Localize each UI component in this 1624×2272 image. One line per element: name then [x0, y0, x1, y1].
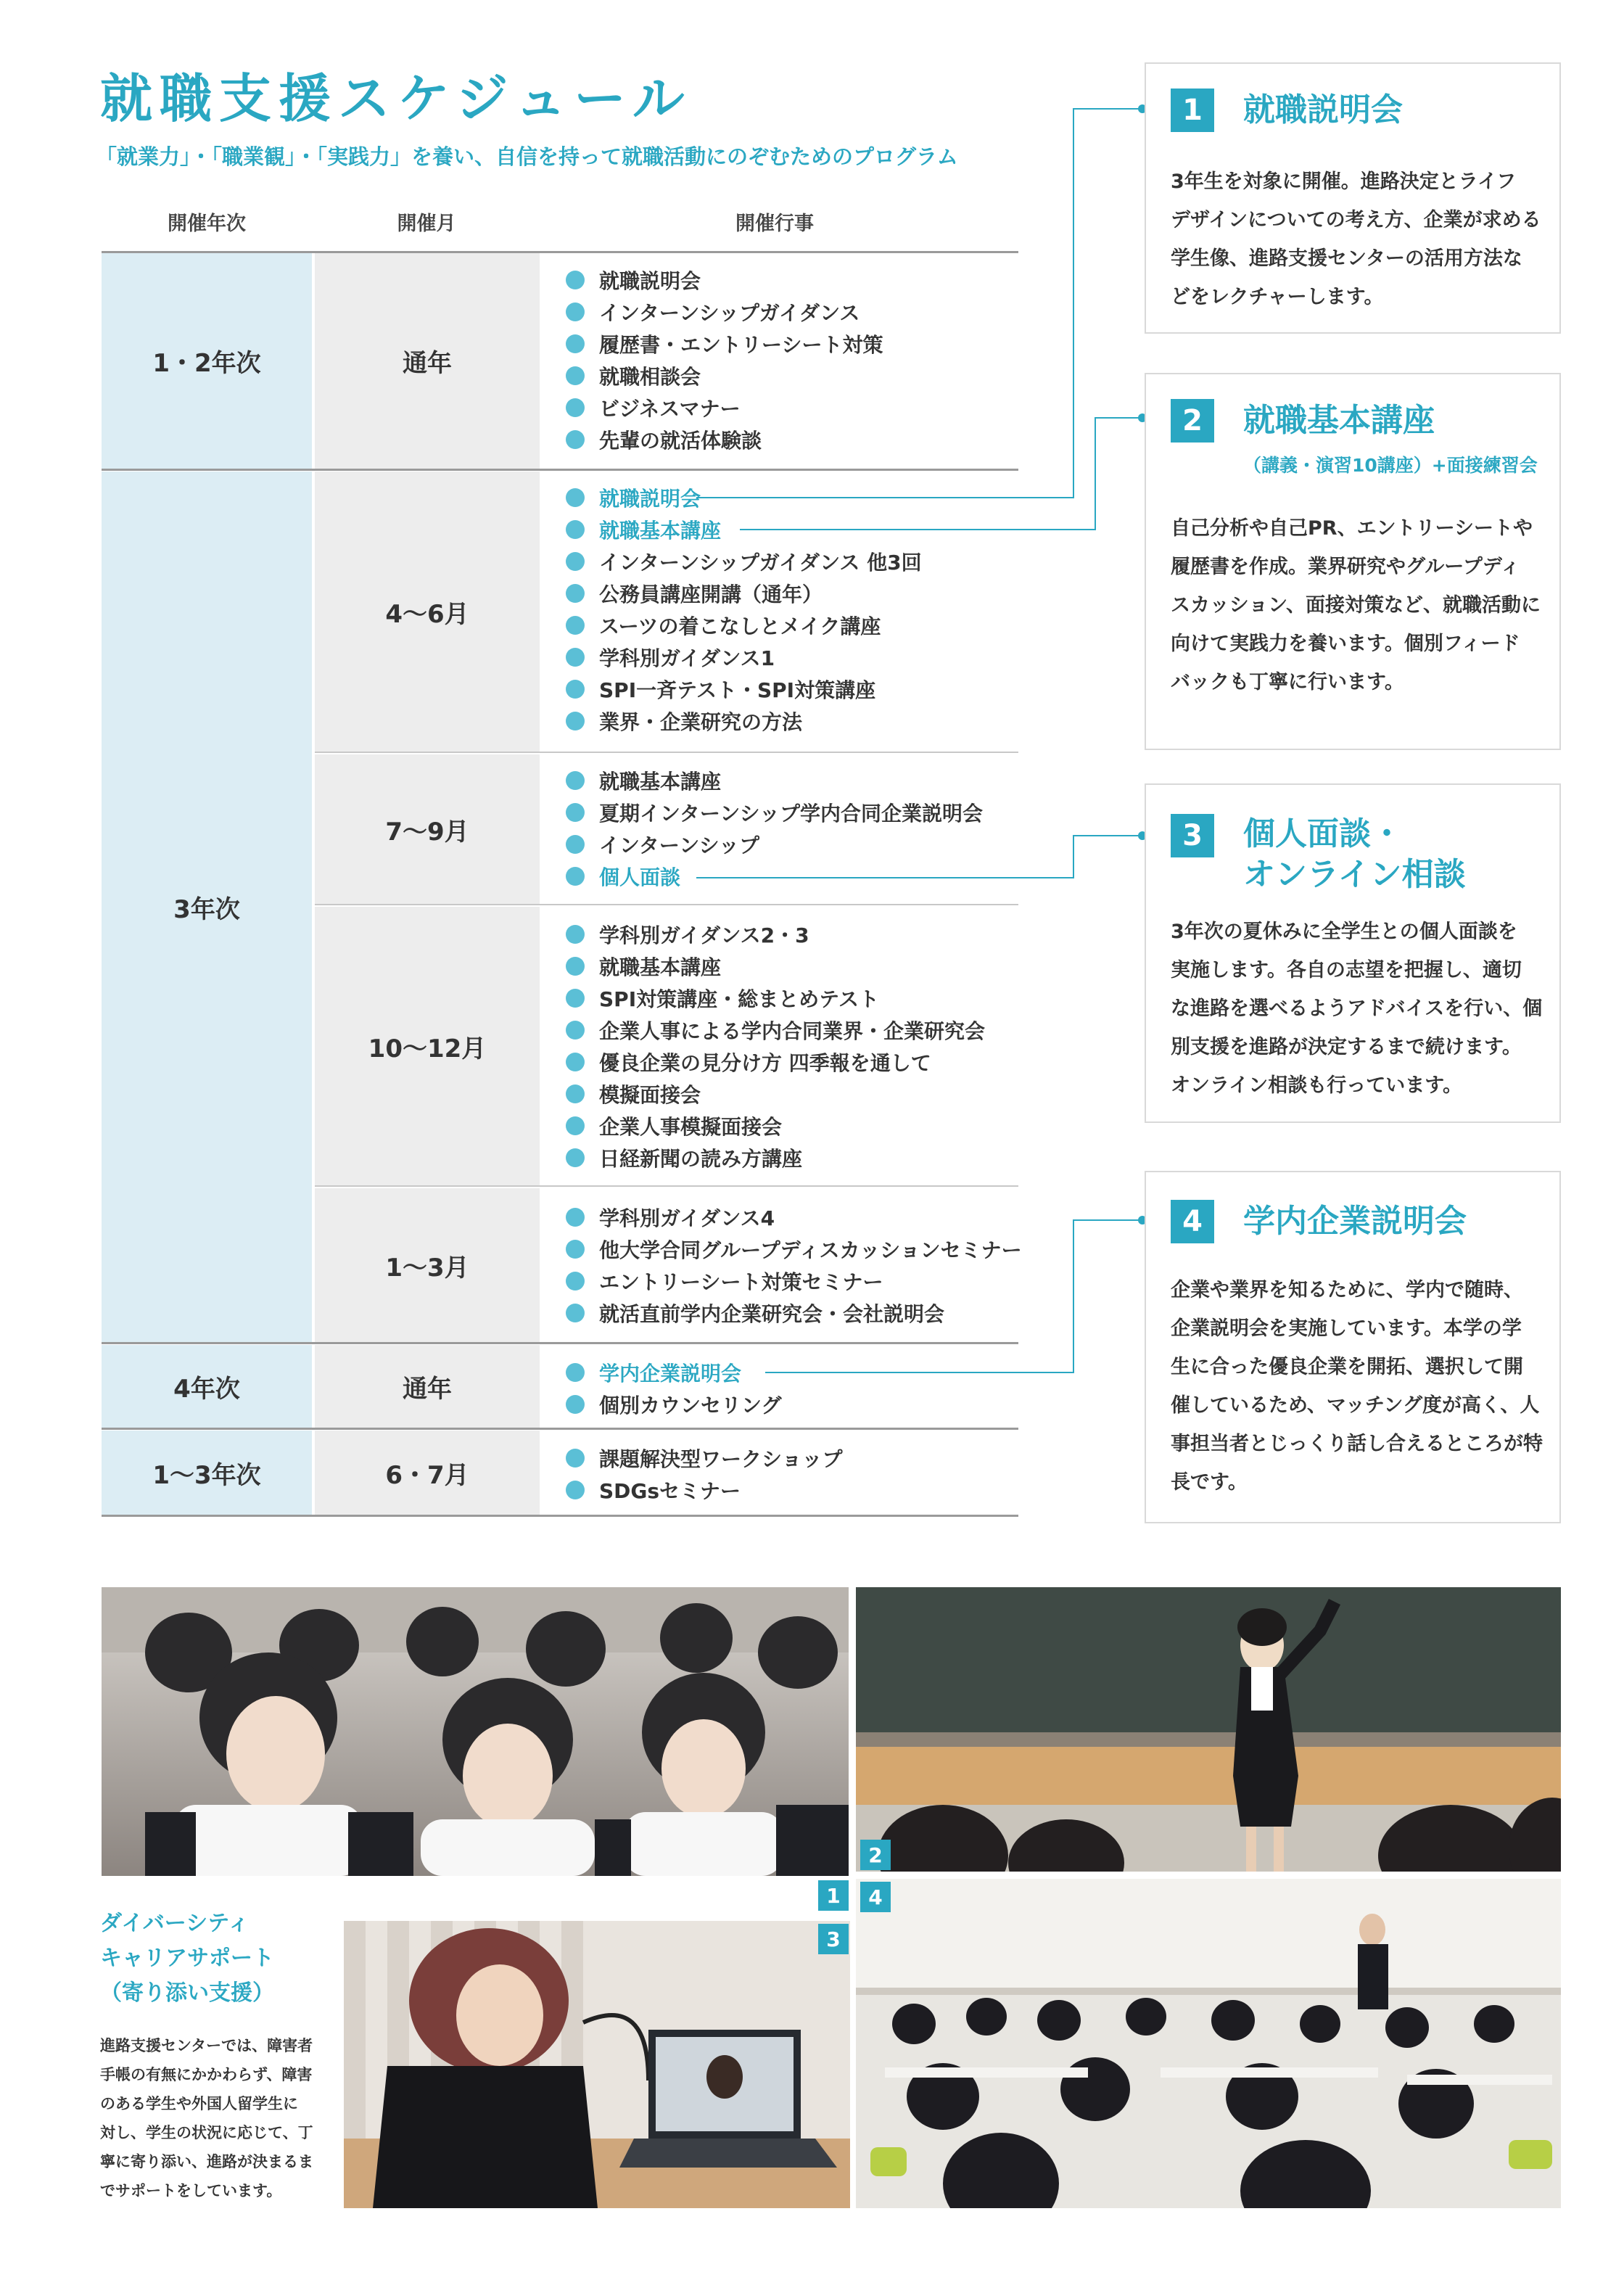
box-number: 2 [1171, 399, 1214, 443]
year-cell-4: 4年次 [102, 1345, 312, 1428]
body-line: 長です。 [1171, 1471, 1248, 1494]
event-label: スーツの着こなしとメイク講座 [599, 614, 881, 638]
connector-4 [765, 1220, 1142, 1372]
body-line: どをレクチャーします。 [1171, 286, 1384, 308]
connector-1 [696, 109, 1142, 498]
box-title: 学内企業説明会 [1243, 1203, 1467, 1240]
info-box-1 [1145, 62, 1561, 334]
page-subtitle: 「就業力」・「職業観」・「実践力」を養い、自信を持って就職活動にのぞむためのプログラム [96, 144, 958, 169]
box-title-line2: オンライン相談 [1243, 856, 1466, 893]
body-line: 3年生を対象に開催。進路決定とライフ [1171, 170, 1517, 193]
event-label: インターンシップガイダンス [599, 301, 860, 325]
event-label: 学科別ガイダンス1 [599, 646, 775, 670]
box-body [1171, 162, 1548, 316]
photo-company-presentation [856, 1879, 1561, 2208]
photo-seminar-students [102, 1587, 849, 1876]
photo-badge-1: 1 [818, 1880, 849, 1911]
event-label: インターンシップ [599, 834, 760, 857]
body-line: な進路を選べるようアドバイスを行い、個 [1171, 997, 1543, 1020]
month-cell-all-year-4: 通年 [315, 1345, 540, 1428]
month-cell-4-6: 4〜6月 [315, 472, 540, 752]
event-label: 夏期インターンシップ学内合同企業説明会 [599, 802, 984, 826]
event-label: 企業人事による学内合同業界・企業研究会 [599, 1019, 986, 1043]
event-label: 日経新聞の読み方講座 [599, 1147, 803, 1171]
box-number: 3 [1171, 814, 1214, 857]
info-box-4 [1145, 1171, 1561, 1523]
event-label: 模擬面接会 [599, 1083, 701, 1107]
event-label: 学内企業説明会 [599, 1362, 742, 1386]
event-label: 個人面談 [599, 865, 681, 889]
connector-2 [740, 418, 1142, 530]
body-line: 別支援を進路が決定するまで続けます。 [1171, 1036, 1522, 1058]
event-label: 他大学合同グループディスカッションセミナー [599, 1238, 1022, 1262]
box-title: 個人面談・ [1243, 815, 1403, 852]
event-label: インターンシップガイダンス 他3回 [599, 551, 922, 575]
info-box-2 [1145, 373, 1561, 750]
year-cell-1-3: 1〜3年次 [102, 1431, 312, 1515]
page-title: 就職支援スケジュール [100, 67, 692, 129]
body-line: デザインについての考え方、企業が求める [1171, 209, 1541, 231]
body-line: オンライン相談も行っています。 [1171, 1074, 1463, 1097]
event-label: 就職説明会 [599, 487, 701, 511]
event-label: 学科別ガイダンス4 [599, 1206, 775, 1230]
month-cell-1-3: 1〜3月 [315, 1188, 540, 1342]
body-line: 事担当者とじっくり話し合えるところが特 [1171, 1433, 1543, 1455]
info-box-3 [1145, 783, 1561, 1123]
event-label: エントリーシート対策セミナー [599, 1270, 883, 1294]
box-number: 1 [1171, 89, 1214, 132]
body-line: バックも丁寧に行います。 [1171, 671, 1404, 693]
event-label: 業界・企業研究の方法 [599, 710, 803, 734]
body-line: 実施します。各自の志望を把握し、適切 [1171, 959, 1522, 981]
event-label: 公務員講座開講（通年） [599, 583, 823, 606]
month-cell-all-year: 通年 [315, 252, 540, 469]
event-label: 課題解決型ワークショップ [599, 1447, 843, 1471]
event-label: 就職説明会 [599, 269, 701, 293]
event-label: SDGsセミナー [599, 1479, 741, 1503]
photo-badge-4: 4 [860, 1882, 891, 1912]
event-label: SPI対策講座・総まとめテスト [599, 987, 879, 1011]
body-line: 自己分析や自己PR、エントリーシートや [1171, 517, 1533, 540]
event-label: 就職基本講座 [599, 955, 722, 979]
diversity-title [100, 1906, 274, 2011]
month-cell-7-9: 7〜9月 [315, 754, 540, 904]
body-line: 向けて実践力を養います。個別フィード [1171, 633, 1520, 655]
body-line: スカッション、面接対策など、就職活動に [1171, 594, 1541, 617]
year-cell-3: 3年次 [102, 472, 312, 1342]
event-label: 履歴書・エントリーシート対策 [599, 333, 883, 357]
body-line: 履歴書を作成。業界研究やグループディ [1171, 556, 1520, 578]
event-label: 就職基本講座 [599, 519, 722, 543]
diversity-body-line: 進路支援センターでは、障害者 [100, 2037, 313, 2054]
event-label: SPI一斉テスト・SPI対策講座 [599, 678, 876, 702]
body-line: 催しているため、マッチング度が高く、人 [1171, 1394, 1540, 1417]
event-label: 企業人事模擬面接会 [599, 1115, 783, 1139]
month-cell-6-7: 6・7月 [315, 1431, 540, 1515]
header-month: 開催月 [397, 213, 456, 235]
body-line: 学生像、進路支援センターの活用方法な [1171, 247, 1522, 270]
header-year: 開催年次 [168, 213, 246, 235]
body-line: 企業や業界を知るために、学内で随時、 [1171, 1279, 1523, 1301]
box-number: 4 [1171, 1200, 1214, 1243]
header-events: 開催行事 [735, 213, 814, 235]
event-label: 先輩の就活体験談 [599, 429, 762, 453]
month-cell-10-12: 10〜12月 [315, 907, 540, 1185]
event-label: 就活直前学内企業研究会・会社説明会 [599, 1302, 945, 1326]
diversity-body-line: 手帳の有無にかかわらず、障害 [100, 2066, 313, 2083]
box-title: 就職基本講座 [1243, 402, 1435, 439]
event-label: 就職基本講座 [599, 770, 722, 794]
connector-3 [696, 836, 1142, 878]
event-label: 就職相談会 [599, 365, 701, 389]
box-body [1171, 913, 1548, 1105]
event-label: ビジネスマナー [599, 397, 741, 421]
body-line: 生に合った優良企業を開拓、選択して開 [1171, 1356, 1523, 1378]
photo-badge-2: 2 [860, 1840, 891, 1870]
event-label: 個別カウンセリング [599, 1394, 782, 1417]
diversity-body-line: のある学生や外国人留学生に [100, 2095, 298, 2112]
diversity-title-line: ダイバーシティ [100, 1911, 250, 1936]
box-body [1171, 1271, 1548, 1502]
photo-lecturer-blackboard [856, 1587, 1561, 1872]
body-line: 企業説明会を実施しています。本学の学 [1171, 1317, 1522, 1340]
diversity-body [100, 2031, 332, 2205]
photo-online-consultation [344, 1921, 850, 2208]
event-label: 優良企業の見分け方 四季報を通して [599, 1051, 931, 1075]
event-label: 学科別ガイダンス2・3 [599, 923, 809, 947]
diversity-body-line: 寧に寄り添い、進路が決まるま [100, 2153, 313, 2170]
body-line: 3年次の夏休みに全学生との個人面談を [1171, 921, 1517, 943]
photo-badge-3: 3 [818, 1924, 849, 1954]
box-body [1171, 509, 1548, 701]
diversity-title-line: （寄り添い支援） [100, 1980, 274, 2006]
box-title: 就職説明会 [1243, 91, 1403, 128]
box-subtitle: （講義・演習10講座）+面接練習会 [1243, 455, 1538, 476]
diversity-body-line: でサポートをしています。 [100, 2182, 282, 2199]
year-cell-1-2: 1・2年次 [102, 252, 312, 469]
diversity-title-line: キャリアサポート [100, 1946, 274, 1971]
diversity-body-line: 対し、学生の状況に応じて、丁 [100, 2124, 313, 2141]
